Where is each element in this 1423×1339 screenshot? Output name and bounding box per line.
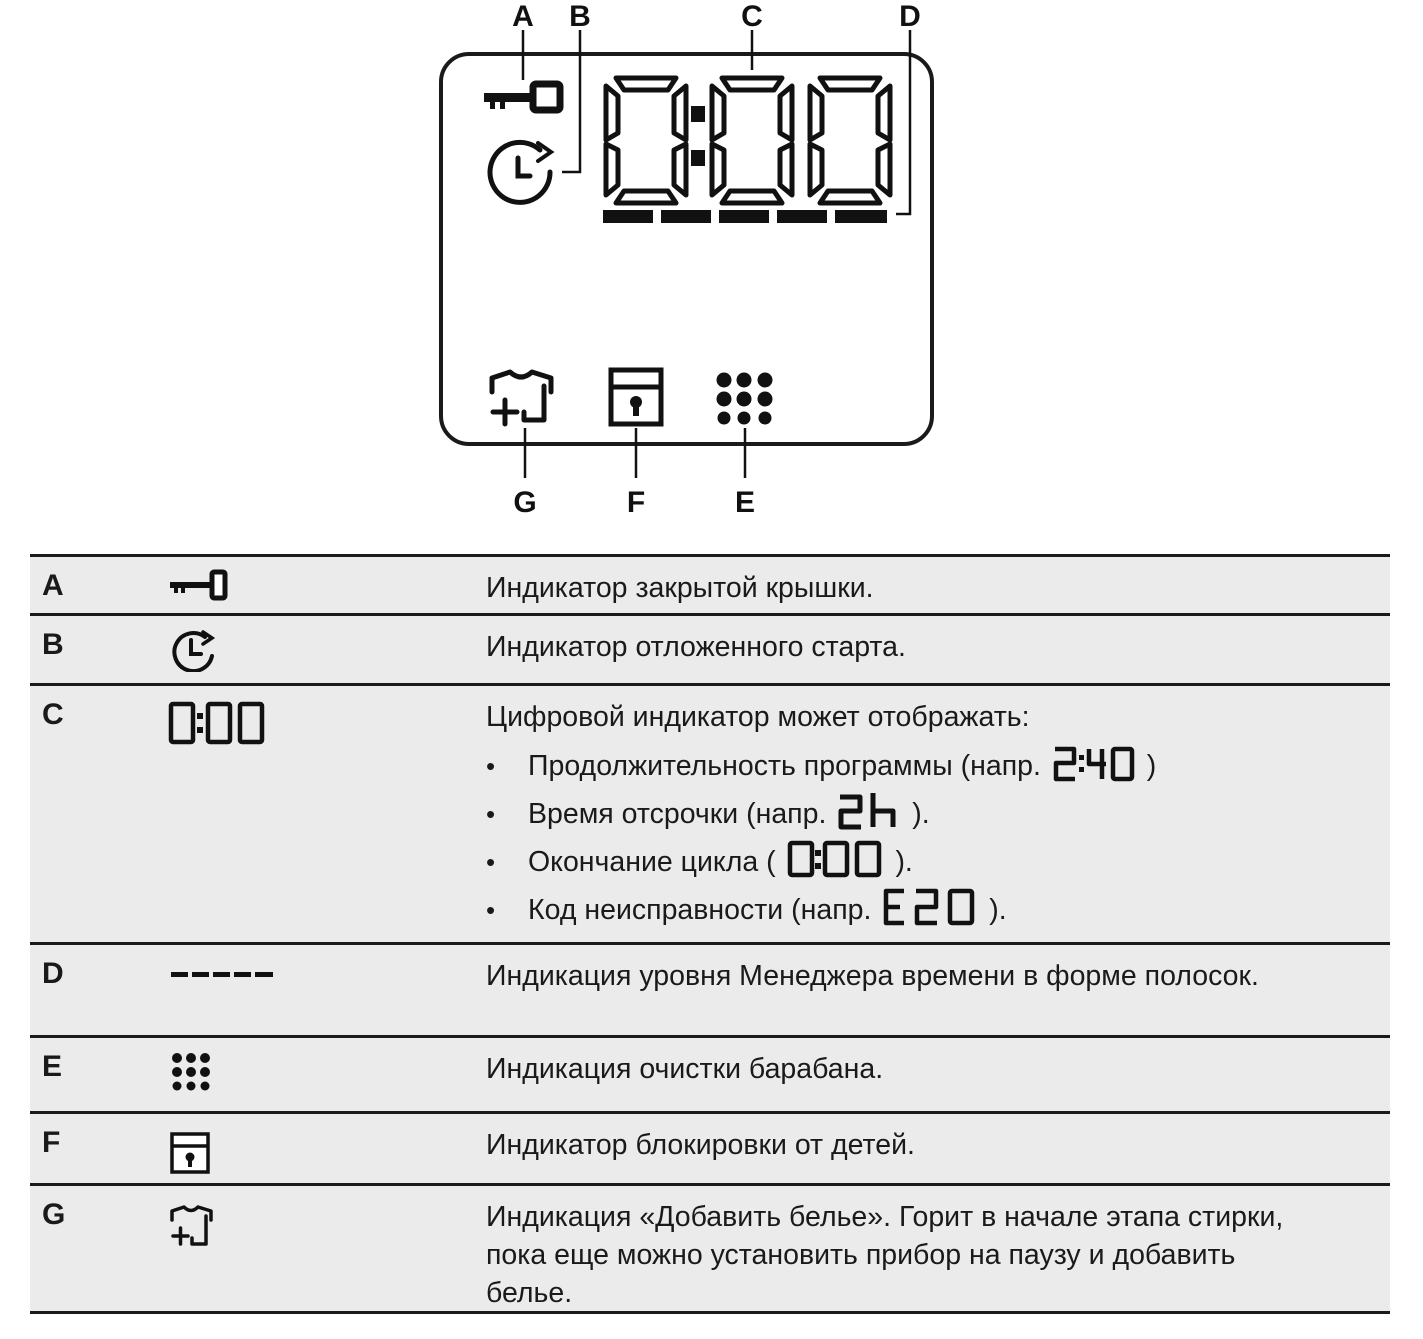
key-icon [168,567,232,603]
row-description: Индикация «Добавить белье». Горит в начале этапа стирки, пока еще можно установить прибор на паузу и добавить белье. [486,1201,1284,1309]
digital-display-icon [168,700,268,746]
row-letter: F [42,1126,61,1159]
callout-a: A [512,0,534,33]
display-example-2-40-icon [1052,745,1136,783]
legend-row-a [30,557,1390,613]
delay-start-clock-icon [168,624,220,672]
list-item: • Продолжительность программы (напр. ) [486,742,1366,790]
drum-clean-dots-icon [168,1050,220,1102]
legend-row-b [30,616,1390,683]
legend-row-f [30,1114,1390,1183]
row-letter: E [42,1050,63,1083]
callout-b: B [569,0,591,33]
row-description: Индикация очистки барабана. [486,1053,884,1085]
row-letter: G [42,1198,66,1231]
callout-f: F [626,486,646,519]
callout-d: D [899,0,921,33]
row-description: Индикатор отложенного старта. [486,631,906,663]
callout-g: G [513,486,537,519]
row-description: Индикация уровня Менеджера времени в форме полосок. [486,960,1259,992]
callout-e: E [734,486,756,519]
display-examples-list [486,742,1366,934]
row-description: Индикатор блокировки от детей. [486,1129,915,1161]
list-item: • Окончание цикла ( ). [486,838,1366,886]
row-letter: C [42,698,64,731]
row-letter: B [42,628,64,661]
legend-row-e [30,1038,1390,1111]
child-lock-icon [168,1130,216,1178]
display-example-e20-icon [882,887,978,927]
legend-row-d [30,945,1390,1035]
drum-clean-dots-icon [717,373,773,425]
list-item: • Код неисправности (напр. ). [486,886,1366,934]
row-description: Индикатор закрытой крышки. [486,572,874,604]
display-example-2h-icon [837,791,901,831]
display-panel-diagram [0,0,1423,540]
list-item: • Время отсрочки (напр. ). [486,790,1366,838]
callout-c: C [741,0,763,33]
time-manager-bars [603,210,887,223]
child-lock-icon [611,370,661,424]
row-description: Цифровой индикатор может отображать: [486,701,1030,733]
display-example-0-00-icon [787,839,885,879]
row-letter: A [42,569,64,602]
row-letter: D [42,957,64,990]
legend-row-c [30,686,1390,942]
add-laundry-icon [168,1202,220,1254]
time-manager-bars-icon [168,959,278,989]
legend-row-g [30,1186,1390,1311]
